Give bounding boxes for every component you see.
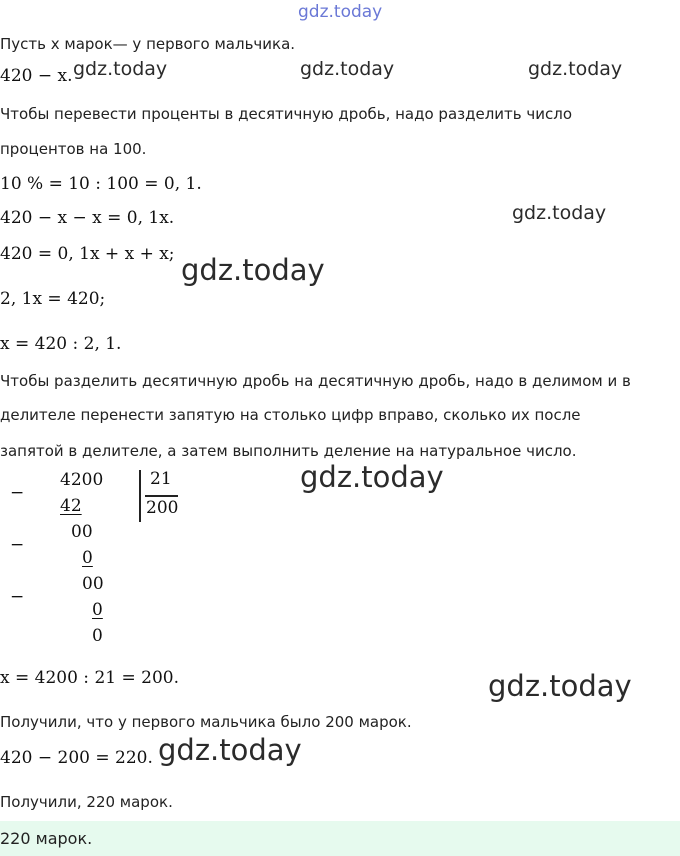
- text-line-3: Чтобы перевести проценты в десятичную дробь, надо разделить число: [0, 105, 573, 123]
- math-line-6: 420 − x − x = 0, 1x.: [0, 208, 175, 228]
- watermark: gdz.today: [158, 733, 302, 767]
- division-step1-sub: 42: [60, 496, 82, 516]
- watermark: gdz.today: [300, 460, 444, 494]
- math-line-2: 420 − x.: [0, 66, 73, 86]
- division-step2-rem: 00: [71, 522, 93, 542]
- math-line-9: x = 420 : 2, 1.: [0, 334, 122, 354]
- result-calc-2: 420 − 200 = 220.: [0, 748, 153, 768]
- watermark: gdz.today: [488, 669, 632, 703]
- watermark: gdz.today: [300, 58, 395, 80]
- division-vertical-bar: [139, 470, 141, 522]
- watermark: gdz.today: [181, 253, 325, 287]
- division-minus-2: −: [10, 535, 25, 555]
- math-line-5: 10 % = 10 : 100 = 0, 1.: [0, 174, 202, 194]
- answer-box: [0, 821, 680, 856]
- division-step3-sub: 0: [92, 600, 103, 620]
- text-line-10: Чтобы разделить десятичную дробь на десятичную дробь, надо в делимом и в: [0, 372, 631, 390]
- watermark: gdz.today: [73, 58, 168, 80]
- text-line-12: запятой в делителе, а затем выполнить деление на натуральное число.: [0, 442, 577, 460]
- text-line-1: Пусть x марок— у первого мальчика.: [0, 35, 296, 53]
- text-line-11: делителе перенести запятую на столько цифр вправо, сколько их после: [0, 406, 581, 424]
- division-minus-1: −: [10, 483, 25, 503]
- division-minus-3: −: [10, 587, 25, 607]
- math-line-8: 2, 1x = 420;: [0, 289, 106, 309]
- division-step2-sub: 0: [82, 548, 93, 568]
- watermark: gdz.today: [512, 202, 607, 224]
- text-line-4: процентов на 100.: [0, 140, 147, 158]
- math-line-7: 420 = 0, 1x + x + x;: [0, 244, 175, 264]
- division-divisor: 21: [150, 469, 172, 489]
- answer-text: 220 марок.: [0, 829, 93, 848]
- division-quotient: 200: [146, 498, 179, 518]
- division-dividend: 4200: [60, 470, 104, 490]
- watermark-top: gdz.today: [298, 2, 383, 22]
- watermark: gdz.today: [528, 58, 623, 80]
- division-final-rem: 0: [92, 626, 103, 646]
- result-calc: x = 4200 : 21 = 200.: [0, 668, 179, 688]
- result-second-boy: Получили, 220 марок.: [0, 793, 173, 811]
- division-step3-rem: 00: [82, 574, 104, 594]
- result-first-boy: Получили, что у первого мальчика было 200 марок.: [0, 713, 412, 731]
- division-horizontal-bar: [145, 495, 178, 497]
